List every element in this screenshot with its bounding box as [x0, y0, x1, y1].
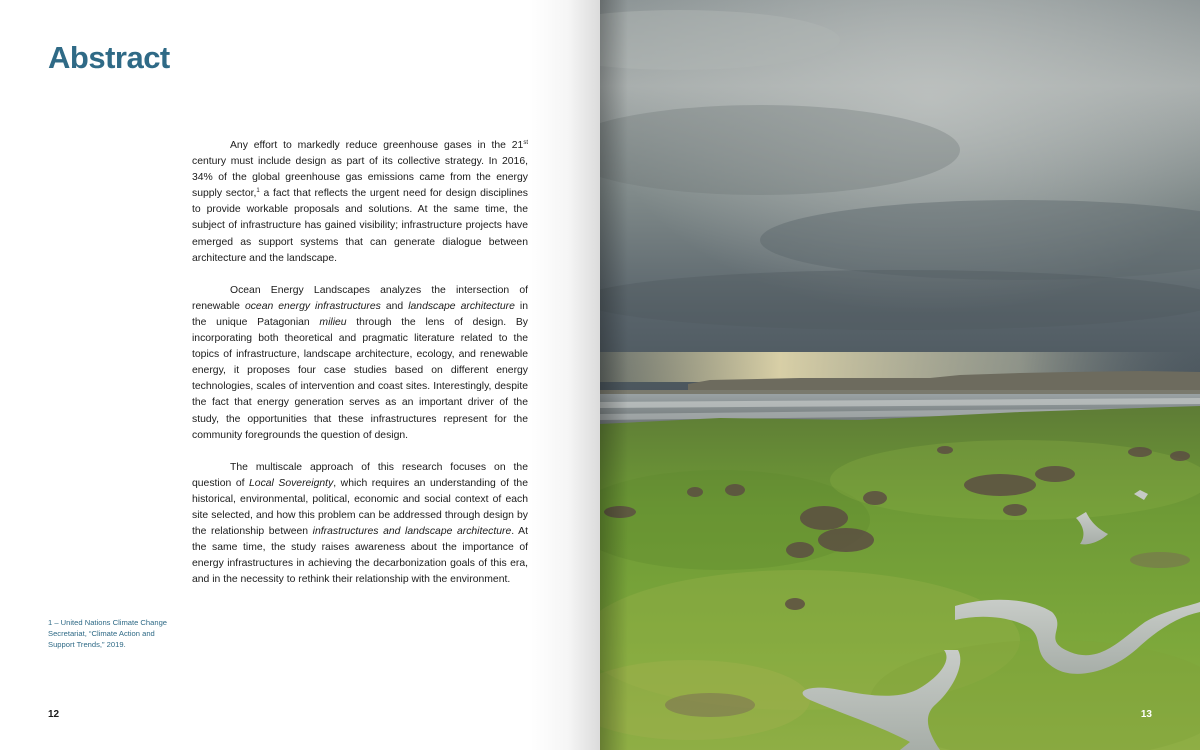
right-page [600, 0, 1200, 750]
italic-term: milieu [319, 316, 347, 328]
text-run: Ocean Energy Landscapes analyzes the intersection of renewable [192, 284, 528, 312]
footnote-marker: st [523, 140, 528, 146]
page-title: Abstract [48, 40, 170, 75]
italic-term: ocean energy infrastructures [244, 300, 381, 312]
page-number-left: 12 [48, 709, 60, 720]
footnote-marker: 1 [256, 188, 260, 195]
italic-term: infrastructures and landscape architecture [312, 526, 512, 538]
text-run: and [380, 300, 409, 312]
text-run: Any effort to markedly reduce greenhouse gases in the 21 [230, 140, 524, 151]
italic-term: landscape architecture [408, 300, 515, 312]
text-run: . At the same time, the study raises awareness about the importance of energy infrastructures in achieving the decarbonization goals of this era, and in the necessity to rethink their relationship with the environment. [192, 526, 528, 586]
abstract-paragraph-3 [192, 460, 528, 589]
footnote: 1 – United Nations Climate Change Secretariat, “Climate Action and Support Trends,” 2019. [48, 618, 168, 649]
landscape-photo [600, 0, 1200, 750]
page-number-right: 13 [1140, 709, 1152, 720]
text-run: through the lens of design. By incorporating both theoretical and pragmatic literature related to the topics of infrastructure, landscape architecture, ecology, and renewable energy, it proposes four case studies based on different energy technologies, scales of intervention and coast sites. Interestingly, despite the fact that energy generation serves as an important driver of the study, the opportunities that these infrastructures represent for the community foregrounds the question of design. [192, 316, 528, 441]
text-run: , which requires an understanding of the historical, environmental, political, economic and social context of each site selected, and how this problem can be addressed through design by the relationship between [192, 477, 528, 538]
text-run: in the unique Patagonian [192, 300, 528, 328]
italic-term: Local Sovereignty [249, 477, 334, 489]
text-run: century must include design as part of its collective strategy. In 2016, 34% of the global greenhouse gas emissions came from the energy supply sector, [192, 156, 528, 200]
text-run: The multiscale approach of this research focuses on the question of [192, 461, 528, 489]
abstract-paragraph-1 [192, 138, 528, 267]
abstract-paragraph-2 [192, 283, 528, 444]
text-run: a fact that reflects the urgent need for design disciplines to provide workable proposals and solutions. At the same time, the subject of infrastructure has gained visibility; infrastructure projects have emerged as support systems that can generate dialogue between architecture and the landscape. [192, 188, 529, 264]
abstract-body [192, 138, 528, 604]
